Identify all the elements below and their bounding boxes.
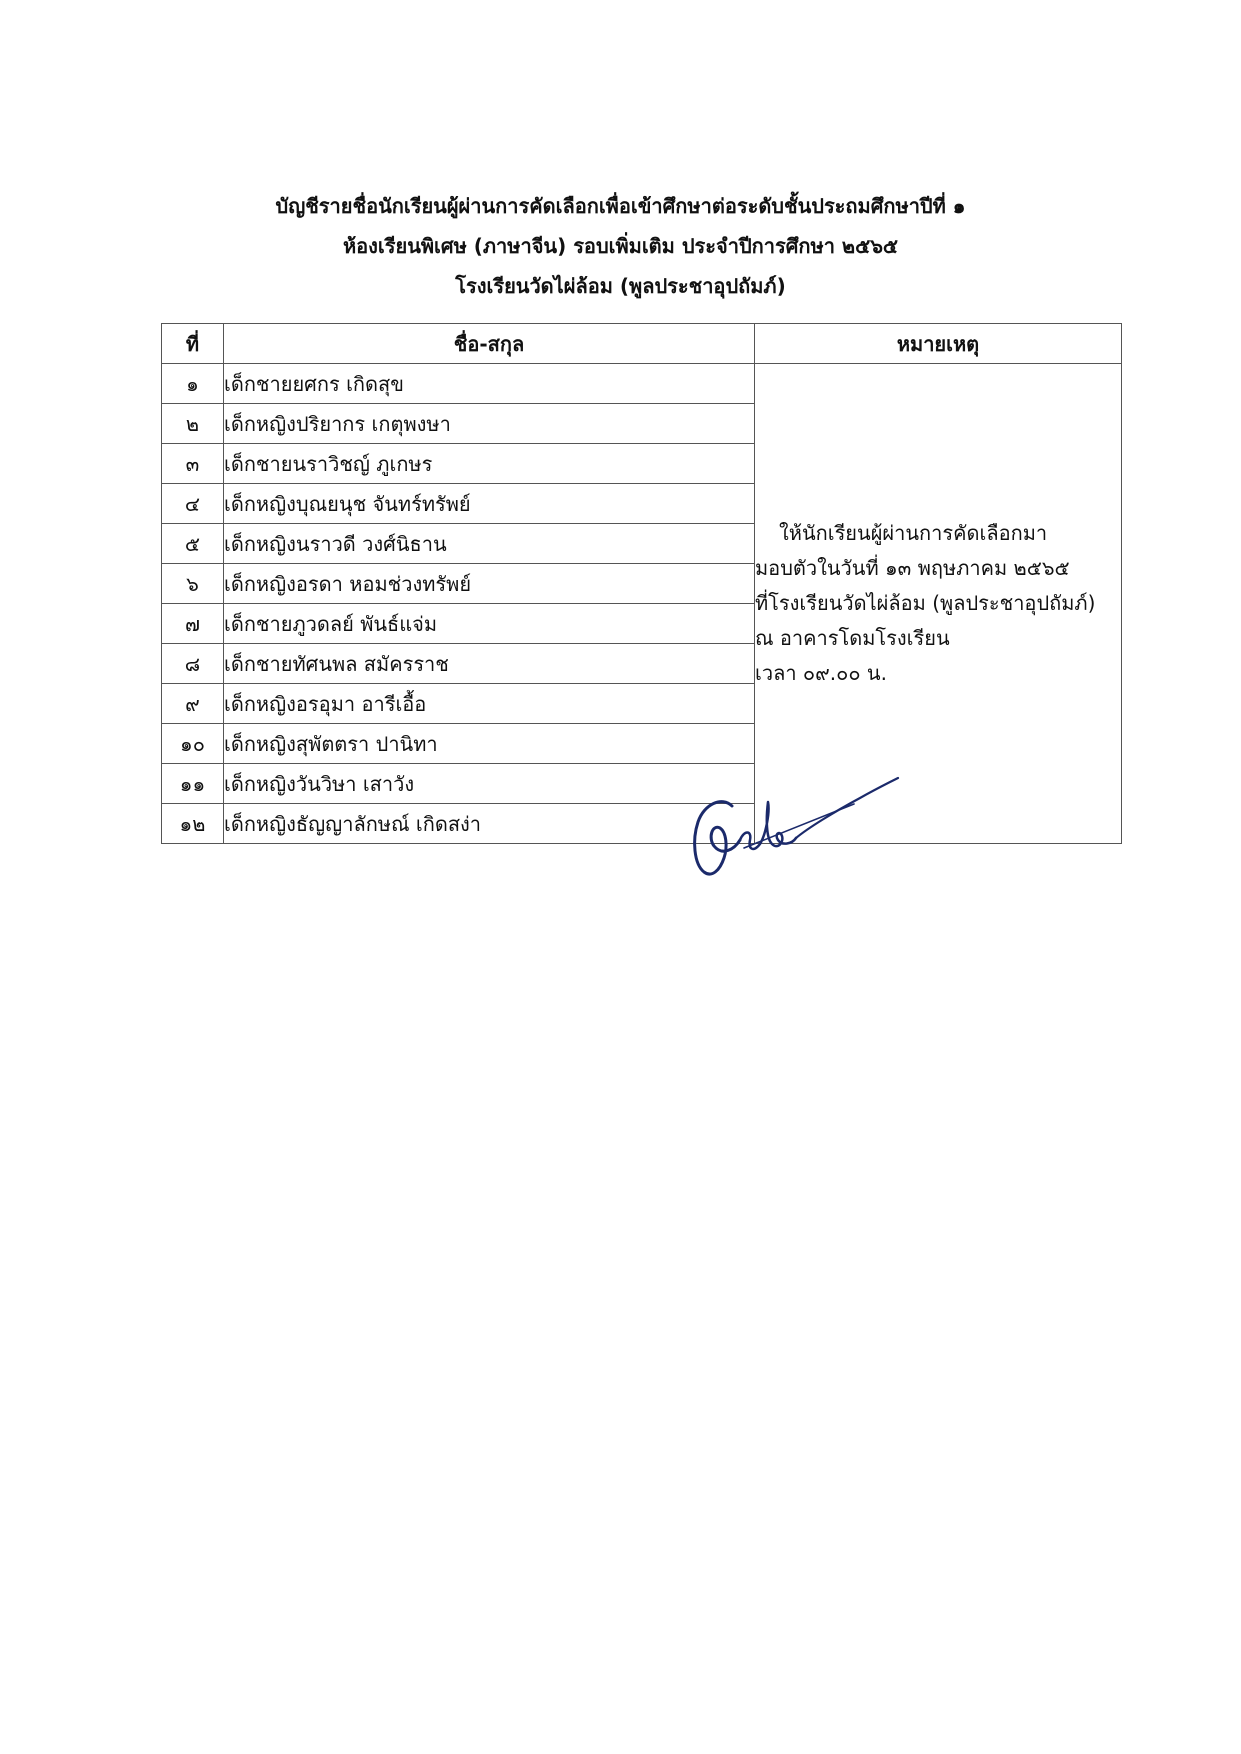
student-name: เด็กหญิงสุพัตตรา ปานิทา: [224, 724, 755, 764]
row-number: ๙: [162, 684, 224, 724]
student-name: เด็กหญิงบุณยนุช จันทร์ทรัพย์: [224, 484, 755, 524]
row-number: ๒: [162, 404, 224, 444]
note-line-1: ให้นักเรียนผู้ผ่านการคัดเลือกมา: [779, 521, 1048, 545]
student-name: เด็กหญิงธัญญาลักษณ์ เกิดสง่า: [224, 804, 755, 844]
row-number: ๘: [162, 644, 224, 684]
student-list-table: [161, 323, 1122, 844]
row-number: ๑๑: [162, 764, 224, 804]
row-number: ๑๒: [162, 804, 224, 844]
title-line-2: ห้องเรียนพิเศษ (ภาษาจีน) รอบเพิ่มเติม ประจำปีการศึกษา ๒๕๖๕: [342, 234, 899, 258]
table-header-row: [162, 324, 1122, 364]
row-number: ๕: [162, 524, 224, 564]
student-name: เด็กชายยศกร เกิดสุข: [224, 364, 755, 404]
student-name: เด็กหญิงนราวดี วงศ์นิธาน: [224, 524, 755, 564]
signature-strokes: [695, 778, 898, 874]
note-line-4: ณ อาคารโดมโรงเรียน: [755, 626, 950, 650]
student-name: เด็กหญิงวันวิษา เสาวัง: [224, 764, 755, 804]
student-name: เด็กชายภูวดลย์ พันธ์แจ่ม: [224, 604, 755, 644]
signature-stroke: [740, 802, 796, 849]
column-header-note: หมายเหตุ: [755, 324, 1122, 364]
handwritten-signature: [684, 772, 902, 882]
title-line-3: โรงเรียนวัดไผ่ล้อม (พูลประชาอุปถัมภ์): [455, 274, 786, 298]
row-number: ๑: [162, 364, 224, 404]
student-name: เด็กหญิงปริยากร เกตุพงษา: [224, 404, 755, 444]
student-name: เด็กชายนราวิชญ์ ภูเกษร: [224, 444, 755, 484]
column-header-no: ที่: [162, 324, 224, 364]
row-number: ๗: [162, 604, 224, 644]
signature-stroke: [695, 802, 740, 874]
student-name: เด็กหญิงอรอุมา อารีเอื้อ: [224, 684, 755, 724]
title-line-1: บัญชีรายชื่อนักเรียนผู้ผ่านการคัดเลือกเพื่อเข้าศึกษาต่อระดับชั้นประถมศึกษาปีที่ ๑: [275, 194, 966, 218]
note-line-3: ที่โรงเรียนวัดไผ่ล้อม (พูลประชาอุปถัมภ์): [755, 591, 1096, 615]
signature-stroke: [744, 804, 854, 848]
table-row: [162, 364, 1122, 404]
column-header-name: ชื่อ-สกุล: [224, 324, 755, 364]
row-number: ๔: [162, 484, 224, 524]
row-number: ๖: [162, 564, 224, 604]
signature-stroke: [796, 778, 898, 838]
note-line-5: เวลา ๐๙.๐๐ น.: [755, 661, 887, 685]
row-number: ๓: [162, 444, 224, 484]
note-line-2: มอบตัวในวันที่ ๑๓ พฤษภาคม ๒๕๖๕: [755, 556, 1070, 580]
student-name: เด็กหญิงอรดา หอมช่วงทรัพย์: [224, 564, 755, 604]
student-name: เด็กชายทัศนพล สมัครราช: [224, 644, 755, 684]
row-number: ๑๐: [162, 724, 224, 764]
document-title: [0, 186, 1241, 306]
